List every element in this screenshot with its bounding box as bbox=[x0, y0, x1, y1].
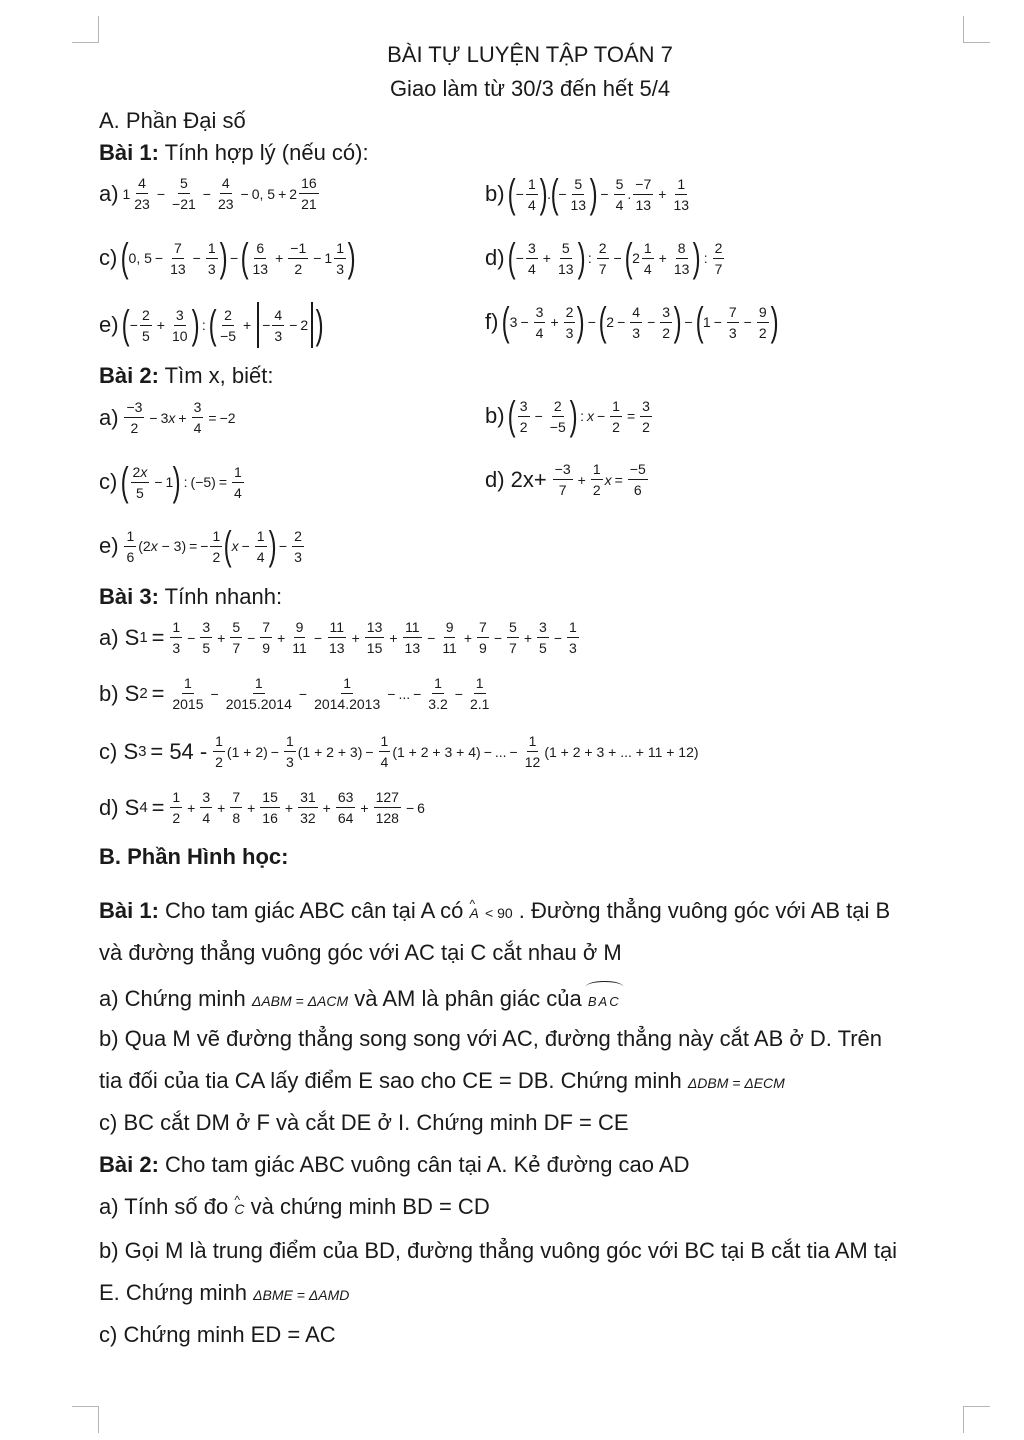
a-bai1-item-f: f) ( 3 − $\frac{3}{4}$ + $\frac{2}{3}$ ) − ( 2 − $\frac{4}{3}$ − $\frac{3}{2}$ ) − ( 1 − $\frac{7}{3}$ − $\frac{9}{2}$ ) bbox=[485, 300, 779, 344]
a-bai1-item-c: c) ( 0, 5 − $\frac{7}{13}$ − $\frac{1}{3}$ ) − ( 6 13 + $\frac{-1}{2}$ − 1 1 3 ) bbox=[99, 236, 356, 280]
b-bai2-heading: Bài 2: Cho tam giác ABC vuông cân tại A. Kẻ đường cao AD bbox=[99, 1152, 690, 1177]
a-bai3-heading bbox=[99, 584, 282, 610]
section-b-heading: B. Phần Hình học: bbox=[99, 844, 289, 869]
crop-mark-bottom-right bbox=[963, 1406, 990, 1433]
crop-mark-top-left bbox=[72, 16, 99, 43]
b-bai1-b-line1: b) Qua M vẽ đường thẳng song song với AC, đường thẳng này cắt AB ở D. Trên bbox=[99, 1026, 883, 1051]
a-bai3-item-d: d) S 4 = $\frac{1}{2}$ + $\frac{3}{4}$ + $\frac{7}{8}$ + $\frac{15}{16}$ + $\frac{31}{32}$ + $\frac{63}{64}$ + $\frac{127}{128}$ − 6 bbox=[99, 789, 425, 826]
b-bai2-b-line2: E. Chứng minh ΔBME = ΔAMD bbox=[99, 1280, 350, 1305]
crop-mark-top-right bbox=[963, 16, 990, 43]
a-bai1-label: Bài 1: bbox=[99, 140, 159, 165]
a-bai2-heading bbox=[99, 363, 273, 389]
b-bai2-b-line1: b) Gọi M là trung điểm của BD, đường thẳng vuông góc với BC tại B cắt tia AM tại bbox=[99, 1238, 898, 1263]
a-bai1-item-e: e) ( − $\frac{2}{5}$ + $\frac{3}{10}$ ) : ( 2 −5 + − $\frac{4}{3}$ − 2 ) bbox=[99, 303, 324, 347]
b-bai2-a: a) Tính số đo ^ C và chứng minh BD = CD bbox=[99, 1194, 490, 1222]
a-bai3-label: Bài 3: bbox=[99, 584, 159, 609]
b-bai2-c: c) Chứng minh ED = AC bbox=[99, 1322, 336, 1347]
a-bai2-item-d: d) 2x+ $\frac{-3}{7}$ + $\frac{1}{2}$ x = $\frac{-5}{6}$ bbox=[485, 461, 646, 498]
b-bai1-b-line2: tia đối của tia CA lấy điểm E sao cho CE = DB. Chứng minh ΔDBM = ΔECM bbox=[99, 1068, 785, 1093]
crop-mark-bottom-left bbox=[72, 1406, 99, 1433]
a-bai2-text: Tìm x, biết: bbox=[158, 363, 274, 388]
a-bai2-label: Bài 2: bbox=[99, 363, 159, 388]
a-bai2-item-c: c) ( 2x 5 − 1 ) : (−5) = $\frac{1}{4}$ bbox=[99, 460, 242, 504]
a-bai1-text: Tính hợp lý (nếu có): bbox=[158, 140, 369, 165]
a-bai1-item-d: d) ( − $\frac{3}{4}$ + $\frac{5}{13}$ ) : 2 7 − ( 2 1 4 + $\frac{8}{13}$ ) : 2 7 bbox=[485, 236, 723, 280]
b-bai1-line1: Bài 1: Cho tam giác ABC cân tại A có ^ A < 90 . Đường thẳng vuông góc với AB tại B bbox=[99, 898, 890, 926]
page-title: BÀI TỰ LUYỆN TẬP TOÁN 7 bbox=[387, 42, 673, 67]
a-bai1-item-b: b) ( − $\frac{1}{4}$ ) . ( − $\frac{5}{13}$ ) − $\frac{5}{4}$ . −7 13 + $\frac{1}{13}$ bbox=[485, 172, 690, 216]
section-a-heading: A. Phần Đại số bbox=[99, 108, 246, 133]
b-bai1-c: c) BC cắt DM ở F và cắt DE ở I. Chứng minh DF = CE bbox=[99, 1110, 629, 1135]
b-bai1-line2: và đường thẳng vuông góc với AC tại C cắt nhau ở M bbox=[99, 940, 622, 965]
a-bai2-item-e: e) 1 6 (2x − 3) = − $\frac{1}{2}$ ( x − $\frac{1}{4}$ ) − $\frac{2}{3}$ bbox=[99, 524, 302, 568]
a-bai2-item-a: a) −3 2 − 3 x + $\frac{3}{4}$ = −2 bbox=[99, 399, 236, 436]
b-bai1-a: a) Chứng minh ΔABM = ΔACM và AM là phân giác của BAC bbox=[99, 984, 621, 1015]
a-bai3-item-c: c) S 3 = 54 - 1 2 (1 + 2) − $\frac{1}{3}$ (1 + 2 + 3) − $\frac{1}{4}$ (1 + 2 + 3 + 4) − ... − $\frac{1}{12}$ (1 + 2 + 3 + ... + 11 + 12) bbox=[99, 733, 699, 770]
a-bai3-text: Tính nhanh: bbox=[158, 584, 283, 609]
a-bai3-item-b: b) S 2 = $\frac{1}{2015}$ − $\frac{1}{2015.2014}$ − $\frac{1}{2014.2013}$ − ... − $\frac{1}{3.2}$ − $\frac{1}{2.1}$ bbox=[99, 675, 490, 712]
a-bai2-item-b: b) ( 3 2 − $\frac{2}{-5}$ ) : x − $\frac{1}{2}$ = $\frac{3}{2}$ bbox=[485, 394, 650, 438]
angle-a-symbol: ^ A bbox=[470, 900, 479, 926]
a-bai1-item-a: a) 1 4 23 − $\frac{5}{-21}$ − $\frac{4}{23}$ − 0, 5 + 2 16 21 bbox=[99, 175, 317, 212]
page-subtitle: Giao làm từ 30/3 đến hết 5/4 bbox=[389, 76, 671, 101]
a-bai3-item-a: a) S 1 = $\frac{1}{3}$ − $\frac{3}{5}$ + $\frac{5}{7}$ − $\frac{7}{9}$ + $\frac{9}{11}$ − $\frac{11}{13}$ + $\frac{13}{15}$ + $\frac{11}{13}$ − $\frac{9}{11}$ + $\frac{7}{9}$ − $\frac{5}{7}$ + $\frac{3}{5}$ − $\frac{1}{3}$ bbox=[99, 619, 577, 656]
a-bai1-heading bbox=[99, 140, 369, 166]
